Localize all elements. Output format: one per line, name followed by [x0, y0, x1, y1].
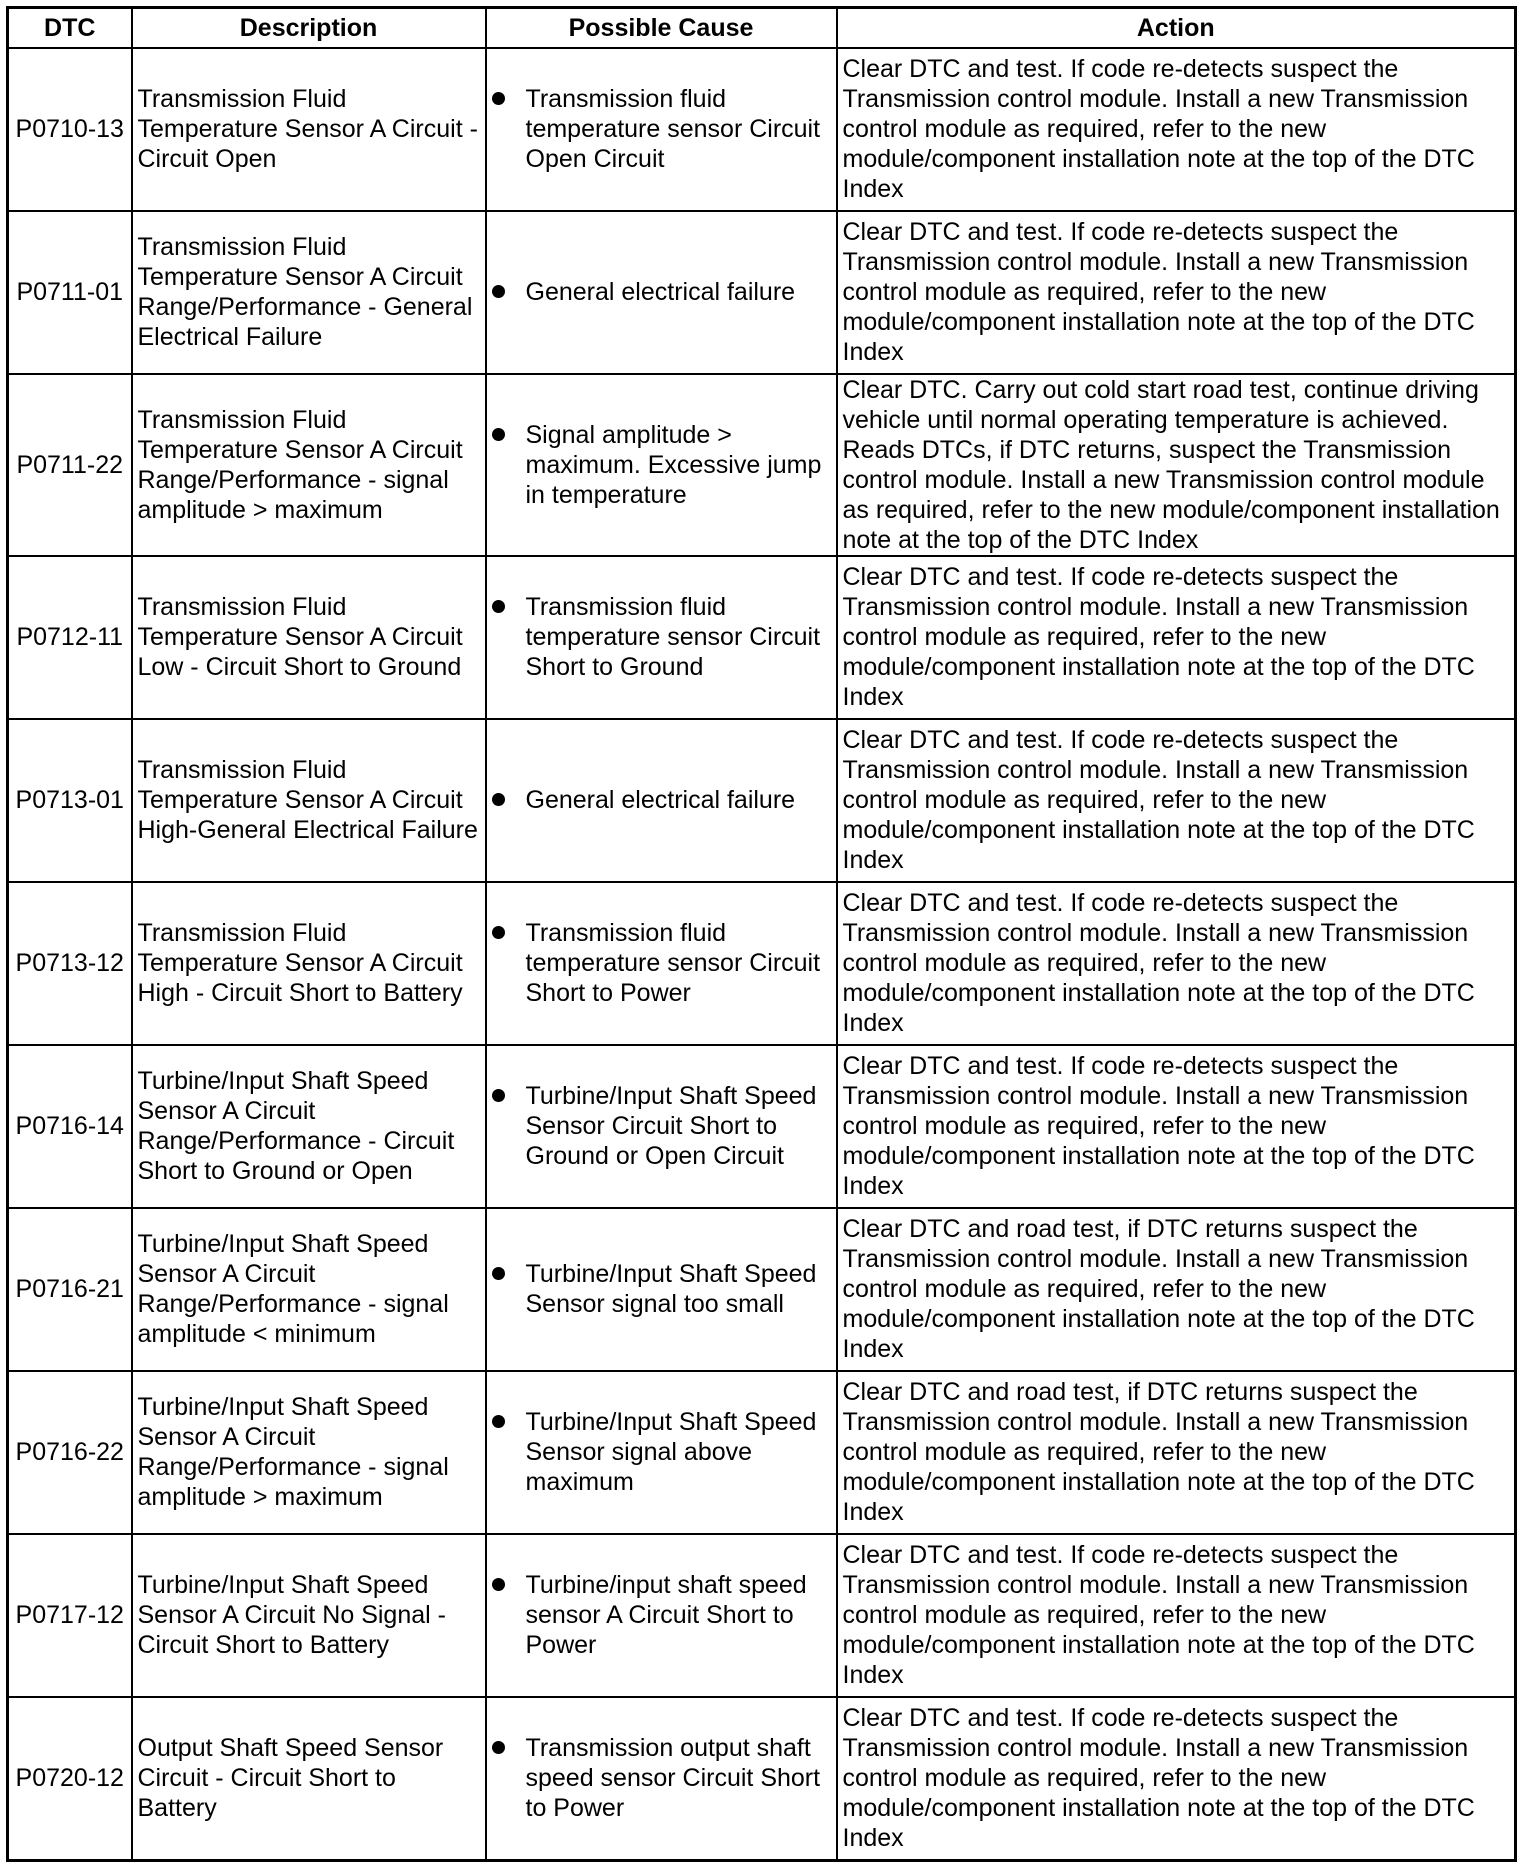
dtc-code: P0716-14: [8, 1045, 132, 1208]
dtc-code: P0713-12: [8, 882, 132, 1045]
header-dtc: DTC: [8, 8, 132, 48]
possible-cause-text: Signal amplitude > maximum. Excessive jump in temperature: [525, 420, 822, 509]
possible-cause-cell: [486, 48, 837, 211]
bullet-icon: [492, 1741, 505, 1754]
description-cell: Turbine/Input Shaft Speed Sensor A Circuit Range/Performance - signal amplitude > maximum: [132, 1371, 486, 1534]
description-cell: Transmission Fluid Temperature Sensor A Circuit Low - Circuit Short to Ground: [132, 556, 486, 719]
possible-cause-text: Transmission output shaft speed sensor Circuit Short to Power: [525, 1734, 821, 1823]
dtc-code: P0713-01: [8, 719, 132, 882]
possible-cause-text: Turbine/Input Shaft Speed Sensor Circuit Short to Ground or Open Circuit: [525, 1082, 817, 1170]
bullet-icon: [492, 285, 505, 298]
action-cell: Clear DTC and test. If code re-detects suspect the Transmission control module. Install a new Transmission control module as required, refer to the new module/component installation note at the top of the DTC Index: [837, 1534, 1516, 1697]
description-cell: Transmission Fluid Temperature Sensor A Circuit High-General Electrical Failure: [132, 719, 486, 882]
action-cell: Clear DTC and test. If code re-detects suspect the Transmission control module. Install a new Transmission control module as required, refer to the new module/component installation note at the top of the DTC Index: [837, 1697, 1516, 1861]
description-cell: Output Shaft Speed Sensor Circuit - Circuit Short to Battery: [132, 1697, 486, 1861]
possible-cause-cell: [486, 211, 837, 374]
dtc-code: P0716-22: [8, 1371, 132, 1534]
possible-cause-cell: [486, 882, 837, 1045]
bullet-icon: [492, 428, 505, 441]
possible-cause-text: Transmission fluid temperature sensor Circuit Short to Power: [525, 919, 821, 1007]
table-row: [8, 719, 1516, 882]
table-row: [8, 48, 1516, 211]
table-row: [8, 1045, 1516, 1208]
possible-cause-cell: [486, 1045, 837, 1208]
bullet-icon: [492, 1267, 505, 1280]
possible-cause-cell: [486, 1534, 837, 1697]
table-row: [8, 882, 1516, 1045]
action-cell: Clear DTC and test. If code re-detects suspect the Transmission control module. Install a new Transmission control module as required, refer to the new module/component installation note at the top of the DTC Index: [837, 211, 1516, 374]
dtc-code: P0716-21: [8, 1208, 132, 1371]
action-cell: Clear DTC and road test, if DTC returns suspect the Transmission control module. Install a new Transmission control module as required, refer to the new module/component installation note at the top of the DTC Index: [837, 1208, 1516, 1371]
table-row: [8, 1371, 1516, 1534]
possible-cause-cell: [486, 374, 837, 556]
description-cell: Turbine/Input Shaft Speed Sensor A Circuit No Signal - Circuit Short to Battery: [132, 1534, 486, 1697]
bullet-icon: [492, 1415, 505, 1428]
possible-cause-cell: [486, 719, 837, 882]
bullet-icon: [492, 600, 505, 613]
possible-cause-cell: [486, 1208, 837, 1371]
description-cell: Transmission Fluid Temperature Sensor A Circuit - Circuit Open: [132, 48, 486, 211]
description-cell: Turbine/Input Shaft Speed Sensor A Circuit Range/Performance - signal amplitude < minimum: [132, 1208, 486, 1371]
action-cell: Clear DTC. Carry out cold start road test, continue driving vehicle until normal operating temperature is achieved. Reads DTCs, if DTC returns, suspect the Transmission control module. Install a new Transmission control module as required, refer to the new module/component installation note at the top of the DTC Index: [837, 374, 1516, 556]
description-cell: Transmission Fluid Temperature Sensor A Circuit Range/Performance - General Electrical Failure: [132, 211, 486, 374]
action-cell: Clear DTC and test. If code re-detects suspect the Transmission control module. Install a new Transmission control module as required, refer to the new module/component installation note at the top of the DTC Index: [837, 719, 1516, 882]
dtc-code: P0711-01: [8, 211, 132, 374]
header-action: Action: [837, 8, 1516, 48]
table-row: [8, 1534, 1516, 1697]
possible-cause-cell: [486, 1371, 837, 1534]
possible-cause-text: Transmission fluid temperature sensor Circuit Open Circuit: [525, 85, 821, 173]
possible-cause-text: Transmission fluid temperature sensor Circuit Short to Ground: [525, 593, 821, 681]
dtc-table: [6, 6, 1517, 1862]
header-description: Description: [132, 8, 486, 48]
action-cell: Clear DTC and test. If code re-detects suspect the Transmission control module. Install a new Transmission control module as required, refer to the new module/component installation note at the top of the DTC Index: [837, 882, 1516, 1045]
possible-cause-text: General electrical failure: [525, 786, 796, 814]
action-cell: Clear DTC and test. If code re-detects suspect the Transmission control module. Install a new Transmission control module as required, refer to the new module/component installation note at the top of the DTC Index: [837, 48, 1516, 211]
bullet-icon: [492, 793, 505, 806]
dtc-code: P0711-22: [8, 374, 132, 556]
possible-cause-cell: [486, 556, 837, 719]
table-row: [8, 374, 1516, 556]
bullet-icon: [492, 1089, 505, 1102]
possible-cause-text: General electrical failure: [525, 278, 796, 306]
dtc-code: P0710-13: [8, 48, 132, 211]
possible-cause-text: Turbine/Input Shaft Speed Sensor signal too small: [525, 1260, 817, 1318]
table-row: [8, 1697, 1516, 1861]
description-cell: Turbine/Input Shaft Speed Sensor A Circuit Range/Performance - Circuit Short to Ground or Open: [132, 1045, 486, 1208]
bullet-icon: [492, 92, 505, 105]
action-cell: Clear DTC and road test, if DTC returns suspect the Transmission control module. Install a new Transmission control module as required, refer to the new module/component installation note at the top of the DTC Index: [837, 1371, 1516, 1534]
table-row: [8, 211, 1516, 374]
table-header-row: [8, 8, 1516, 48]
bullet-icon: [492, 926, 505, 939]
dtc-code: P0712-11: [8, 556, 132, 719]
possible-cause-cell: [486, 1697, 837, 1861]
dtc-code: P0720-12: [8, 1697, 132, 1861]
action-cell: Clear DTC and test. If code re-detects suspect the Transmission control module. Install a new Transmission control module as required, refer to the new module/component installation note at the top of the DTC Index: [837, 556, 1516, 719]
possible-cause-text: Turbine/Input Shaft Speed Sensor signal above maximum: [525, 1408, 817, 1496]
table-row: [8, 1208, 1516, 1371]
table-row: [8, 556, 1516, 719]
possible-cause-text: Turbine/input shaft speed sensor A Circuit Short to Power: [525, 1571, 807, 1659]
dtc-code: P0717-12: [8, 1534, 132, 1697]
action-cell: Clear DTC and test. If code re-detects suspect the Transmission control module. Install a new Transmission control module as required, refer to the new module/component installation note at the top of the DTC Index: [837, 1045, 1516, 1208]
description-cell: Transmission Fluid Temperature Sensor A Circuit High - Circuit Short to Battery: [132, 882, 486, 1045]
header-possible-cause: Possible Cause: [486, 8, 837, 48]
bullet-icon: [492, 1578, 505, 1591]
description-cell: Transmission Fluid Temperature Sensor A Circuit Range/Performance - signal amplitude > maximum: [132, 374, 486, 556]
